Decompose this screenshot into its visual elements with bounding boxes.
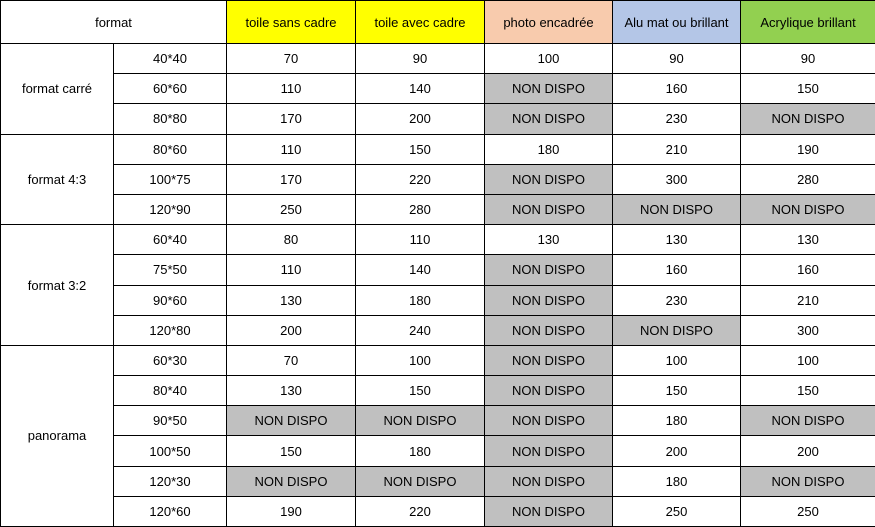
table-row <box>1 74 875 104</box>
price-cell: 170 <box>227 104 356 134</box>
column-header: Alu mat ou brillant <box>613 1 741 44</box>
price-cell: 70 <box>227 345 356 375</box>
table-row <box>1 285 875 315</box>
price-cell: 300 <box>741 315 875 345</box>
size-cell: 90*50 <box>114 406 227 436</box>
price-cell: 190 <box>227 496 356 526</box>
unavailable-cell: NON DISPO <box>485 345 613 375</box>
price-cell: 90 <box>613 44 741 74</box>
price-cell: 200 <box>741 436 875 466</box>
price-cell: 230 <box>613 285 741 315</box>
price-cell: 140 <box>356 74 485 104</box>
price-cell: 250 <box>613 496 741 526</box>
unavailable-cell: NON DISPO <box>741 466 875 496</box>
format-group-label: format carré <box>1 44 114 135</box>
price-cell: 100 <box>356 345 485 375</box>
price-cell: 100 <box>613 345 741 375</box>
format-group-label: panorama <box>1 345 114 526</box>
size-cell: 80*60 <box>114 134 227 164</box>
table-row <box>1 345 875 375</box>
price-cell: 70 <box>227 44 356 74</box>
price-cell: 100 <box>741 345 875 375</box>
size-cell: 120*30 <box>114 466 227 496</box>
unavailable-cell: NON DISPO <box>485 315 613 345</box>
size-cell: 100*50 <box>114 436 227 466</box>
price-cell: 160 <box>613 74 741 104</box>
unavailable-cell: NON DISPO <box>227 466 356 496</box>
unavailable-cell: NON DISPO <box>485 406 613 436</box>
size-cell: 80*40 <box>114 376 227 406</box>
price-cell: 150 <box>741 74 875 104</box>
price-cell: 80 <box>227 225 356 255</box>
price-cell: 110 <box>227 255 356 285</box>
price-cell: 230 <box>613 104 741 134</box>
unavailable-cell: NON DISPO <box>741 194 875 224</box>
price-cell: 250 <box>741 496 875 526</box>
table-row <box>1 376 875 406</box>
price-cell: 130 <box>485 225 613 255</box>
format-group-label: format 3:2 <box>1 225 114 346</box>
table-row <box>1 406 875 436</box>
table-row <box>1 44 875 74</box>
column-header: Acrylique brillant <box>741 1 875 44</box>
price-cell: 160 <box>613 255 741 285</box>
size-cell: 120*60 <box>114 496 227 526</box>
table-row <box>1 225 875 255</box>
price-cell: 150 <box>613 376 741 406</box>
column-header: toile avec cadre <box>356 1 485 44</box>
price-cell: 210 <box>741 285 875 315</box>
price-cell: 110 <box>227 74 356 104</box>
size-cell: 60*30 <box>114 345 227 375</box>
price-cell: 180 <box>613 406 741 436</box>
size-cell: 90*60 <box>114 285 227 315</box>
size-cell: 60*40 <box>114 225 227 255</box>
header-row <box>1 1 875 44</box>
price-cell: 180 <box>356 436 485 466</box>
price-cell: 190 <box>741 134 875 164</box>
unavailable-cell: NON DISPO <box>485 376 613 406</box>
price-cell: 130 <box>227 285 356 315</box>
price-cell: 150 <box>356 376 485 406</box>
table-row <box>1 194 875 224</box>
table-row <box>1 496 875 526</box>
size-cell: 40*40 <box>114 44 227 74</box>
unavailable-cell: NON DISPO <box>485 466 613 496</box>
price-cell: 90 <box>741 44 875 74</box>
unavailable-cell: NON DISPO <box>741 104 875 134</box>
price-cell: 200 <box>227 315 356 345</box>
table-row <box>1 134 875 164</box>
table-body <box>1 44 875 527</box>
unavailable-cell: NON DISPO <box>485 285 613 315</box>
size-cell: 75*50 <box>114 255 227 285</box>
unavailable-cell: NON DISPO <box>485 104 613 134</box>
unavailable-cell: NON DISPO <box>356 466 485 496</box>
price-cell: 300 <box>613 164 741 194</box>
table-row <box>1 164 875 194</box>
price-cell: 240 <box>356 315 485 345</box>
price-cell: 220 <box>356 496 485 526</box>
format-header: format <box>1 1 227 44</box>
size-cell: 120*80 <box>114 315 227 345</box>
column-header: photo encadrée <box>485 1 613 44</box>
table-row <box>1 466 875 496</box>
price-cell: 130 <box>613 225 741 255</box>
price-cell: 180 <box>613 466 741 496</box>
price-cell: 200 <box>356 104 485 134</box>
table-row <box>1 436 875 466</box>
price-cell: 200 <box>613 436 741 466</box>
format-group-label: format 4:3 <box>1 134 114 225</box>
unavailable-cell: NON DISPO <box>741 406 875 436</box>
price-cell: 250 <box>227 194 356 224</box>
price-cell: 160 <box>741 255 875 285</box>
size-cell: 100*75 <box>114 164 227 194</box>
price-cell: 140 <box>356 255 485 285</box>
unavailable-cell: NON DISPO <box>356 406 485 436</box>
price-cell: 180 <box>356 285 485 315</box>
price-cell: 220 <box>356 164 485 194</box>
table-row <box>1 315 875 345</box>
price-cell: 130 <box>741 225 875 255</box>
unavailable-cell: NON DISPO <box>485 74 613 104</box>
unavailable-cell: NON DISPO <box>485 496 613 526</box>
price-cell: 280 <box>741 164 875 194</box>
price-cell: 170 <box>227 164 356 194</box>
unavailable-cell: NON DISPO <box>227 406 356 436</box>
price-cell: 150 <box>741 376 875 406</box>
unavailable-cell: NON DISPO <box>485 436 613 466</box>
size-cell: 80*80 <box>114 104 227 134</box>
price-cell: 130 <box>227 376 356 406</box>
price-cell: 90 <box>356 44 485 74</box>
unavailable-cell: NON DISPO <box>485 164 613 194</box>
price-cell: 100 <box>485 44 613 74</box>
price-cell: 210 <box>613 134 741 164</box>
price-cell: 110 <box>356 225 485 255</box>
table-row <box>1 104 875 134</box>
size-cell: 120*90 <box>114 194 227 224</box>
unavailable-cell: NON DISPO <box>485 255 613 285</box>
price-cell: 110 <box>227 134 356 164</box>
table-row <box>1 255 875 285</box>
price-cell: 280 <box>356 194 485 224</box>
price-cell: 150 <box>227 436 356 466</box>
unavailable-cell: NON DISPO <box>485 194 613 224</box>
price-cell: 180 <box>485 134 613 164</box>
unavailable-cell: NON DISPO <box>613 315 741 345</box>
unavailable-cell: NON DISPO <box>613 194 741 224</box>
column-header: toile sans cadre <box>227 1 356 44</box>
price-cell: 150 <box>356 134 485 164</box>
size-cell: 60*60 <box>114 74 227 104</box>
